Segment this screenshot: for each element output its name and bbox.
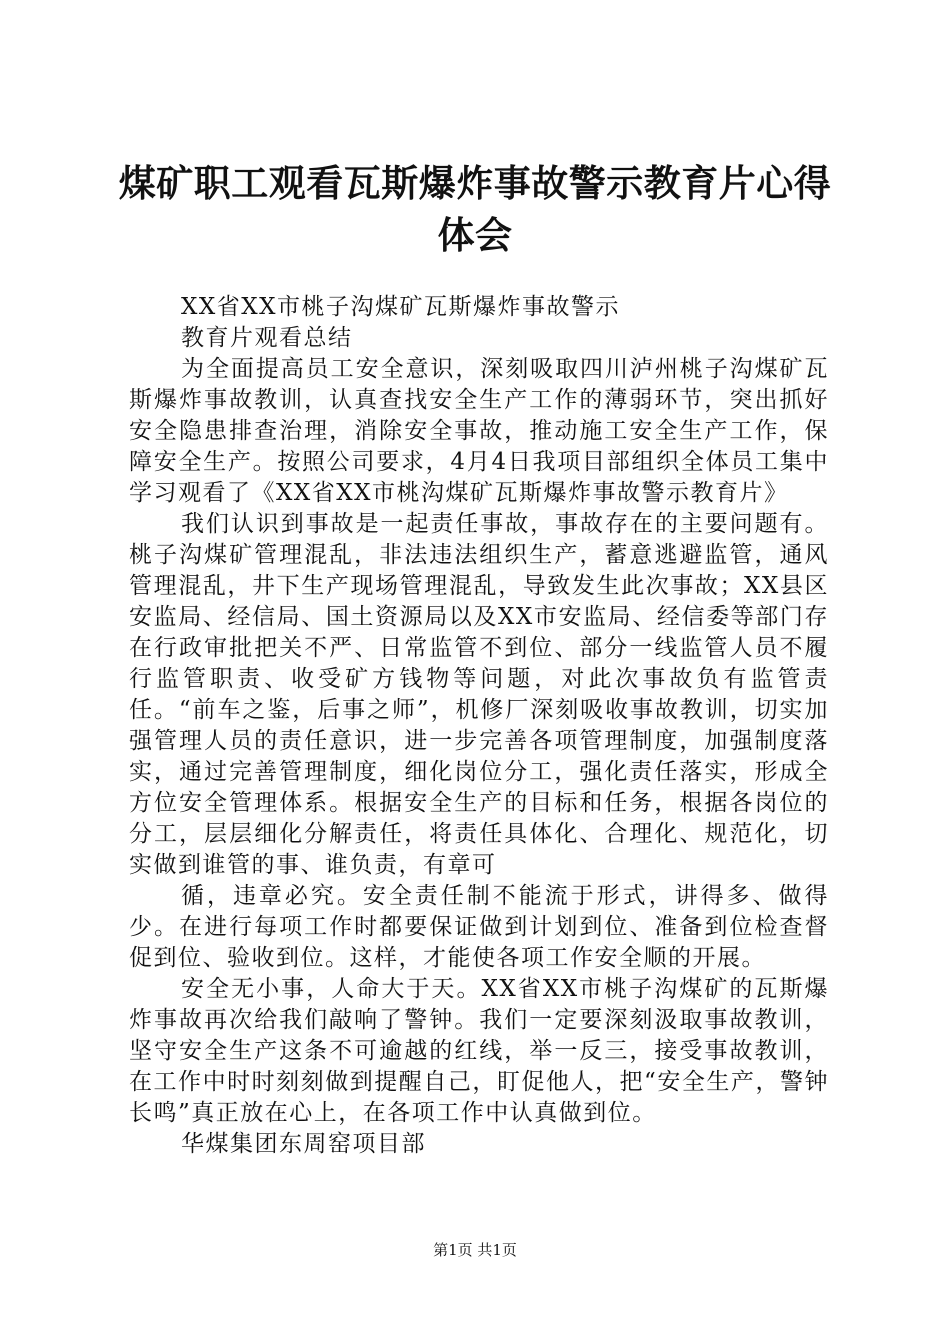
document-body [129,292,829,1160]
paragraph-intro: 为全面提高员工安全意识，深刻吸取四川泸州桃子沟煤矿瓦斯爆炸事故教训，认真查找安全生产工作的薄弱环节，突出抓好安全隐患排查治理，消除安全事故，推动施工安全生产工作，保障安全生产。按照公司要求，4月4日我项目部组织全体员工集中学习观看了《XX省XX市桃沟煤矿瓦斯爆炸事故警示教育片》 [129,356,829,506]
page-footer: 第1页 共1页 [433,1241,517,1259]
paragraph-analysis: 我们认识到事故是一起责任事故，事故存在的主要问题有。桃子沟煤矿管理混乱，非法违法组织生产，蓄意逃避监管，通风管理混乱，井下生产现场管理混乱，导致发生此次事故；XX县区安监局、经信局、国土资源局以及XX市安监局、经信委等部门存在行政审批把关不严、日常监管不到位、部分一线监管人员不履行监管职责、收受矿方钱物等问题，对此次事故负有监管责任。“前车之鉴，后事之师”，机修厂深刻吸收事故教训，切实加强管理人员的责任意识，进一步完善各项管理制度，加强制度落实，通过完善管理制度，细化岗位分工，强化责任落实，形成全方位安全管理体系。根据安全生产的目标和任务，根据各岗位的分工，层层细化分解责任，将责任具体化、合理化、规范化，切实做到谁管的事、谁负责，有章可 [129,511,829,878]
paragraph-conclusion: 安全无小事，人命大于天。XX省XX市桃子沟煤矿的瓦斯爆炸事故再次给我们敲响了警钟。我们一定要深刻汲取事故教训，坚守安全生产这条不可逾越的红线，举一反三，接受事故教训，在工作中时时刻刻做到提醒自己，盯促他人，把“安全生产，警钟长鸣”真正放在心上，在各项工作中认真做到位。 [129,976,829,1126]
subtitle-line-2: 教育片观看总结 [181,325,353,351]
document-title: 煤矿职工观看瓦斯爆炸事故警示教育片心得体会 [118,162,832,257]
subtitle-line-1: XX省XX市桃子沟煤矿瓦斯爆炸事故警示 [181,294,620,320]
signature-line: 华煤集团东周窑项目部 [181,1131,426,1157]
paragraph-responsibility: 循，违章必究。安全责任制不能流于形式，讲得多、做得少。在进行每项工作时都要保证做到计划到位、准备到位检查督促到位、验收到位。这样，才能使各项工作安全顺的开展。 [129,883,829,971]
